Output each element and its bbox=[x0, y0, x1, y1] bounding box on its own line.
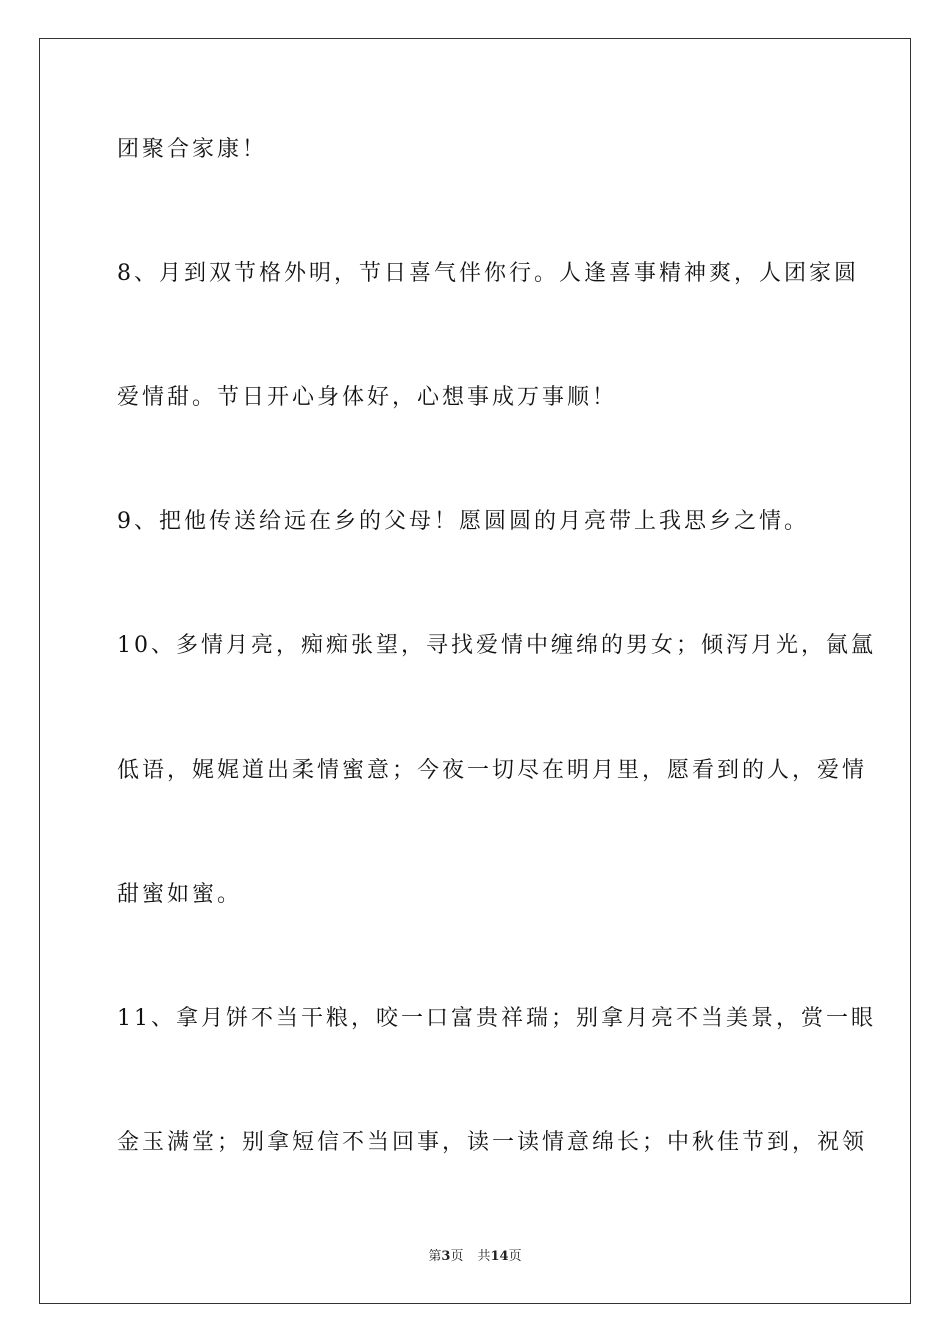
page-border bbox=[39, 38, 911, 1304]
body-text-line: 金玉满堂；别拿短信不当回事，读一读情意绵长；中秋佳节到，祝领 bbox=[117, 1130, 868, 1155]
body-text-line: 9、把他传送给远在乡的父母！愿圆圆的月亮带上我思乡之情。 bbox=[117, 509, 809, 534]
total-label-prefix: 共 bbox=[477, 1249, 491, 1264]
body-text-line: 爱情甜。节日开心身体好，心想事成万事顺！ bbox=[117, 385, 618, 410]
body-text-line: 8、月到双节格外明，节日喜气伴你行。人逢喜事精神爽，人团家圆 bbox=[117, 261, 859, 286]
page-label-suffix: 页 bbox=[450, 1249, 464, 1264]
body-text-line: 团聚合家康！ bbox=[117, 137, 268, 162]
total-page-number: 14 bbox=[490, 1249, 509, 1264]
current-page-number: 3 bbox=[441, 1249, 451, 1264]
total-label-suffix: 页 bbox=[508, 1249, 522, 1264]
body-text-line: 10、多情月亮，痴痴张望，寻找爱情中缠绵的男女；倾泻月光，氤氲 bbox=[117, 633, 876, 658]
body-text-line: 低语，娓娓道出柔情蜜意；今夜一切尽在明月里，愿看到的人，爱情 bbox=[117, 758, 868, 783]
page-footer bbox=[0, 1248, 950, 1266]
page-label-prefix: 第 bbox=[428, 1249, 442, 1264]
body-text-line: 甜蜜如蜜。 bbox=[117, 882, 243, 907]
body-text-line: 11、拿月饼不当干粮，咬一口富贵祥瑞；别拿月亮不当美景，赏一眼 bbox=[117, 1006, 876, 1031]
